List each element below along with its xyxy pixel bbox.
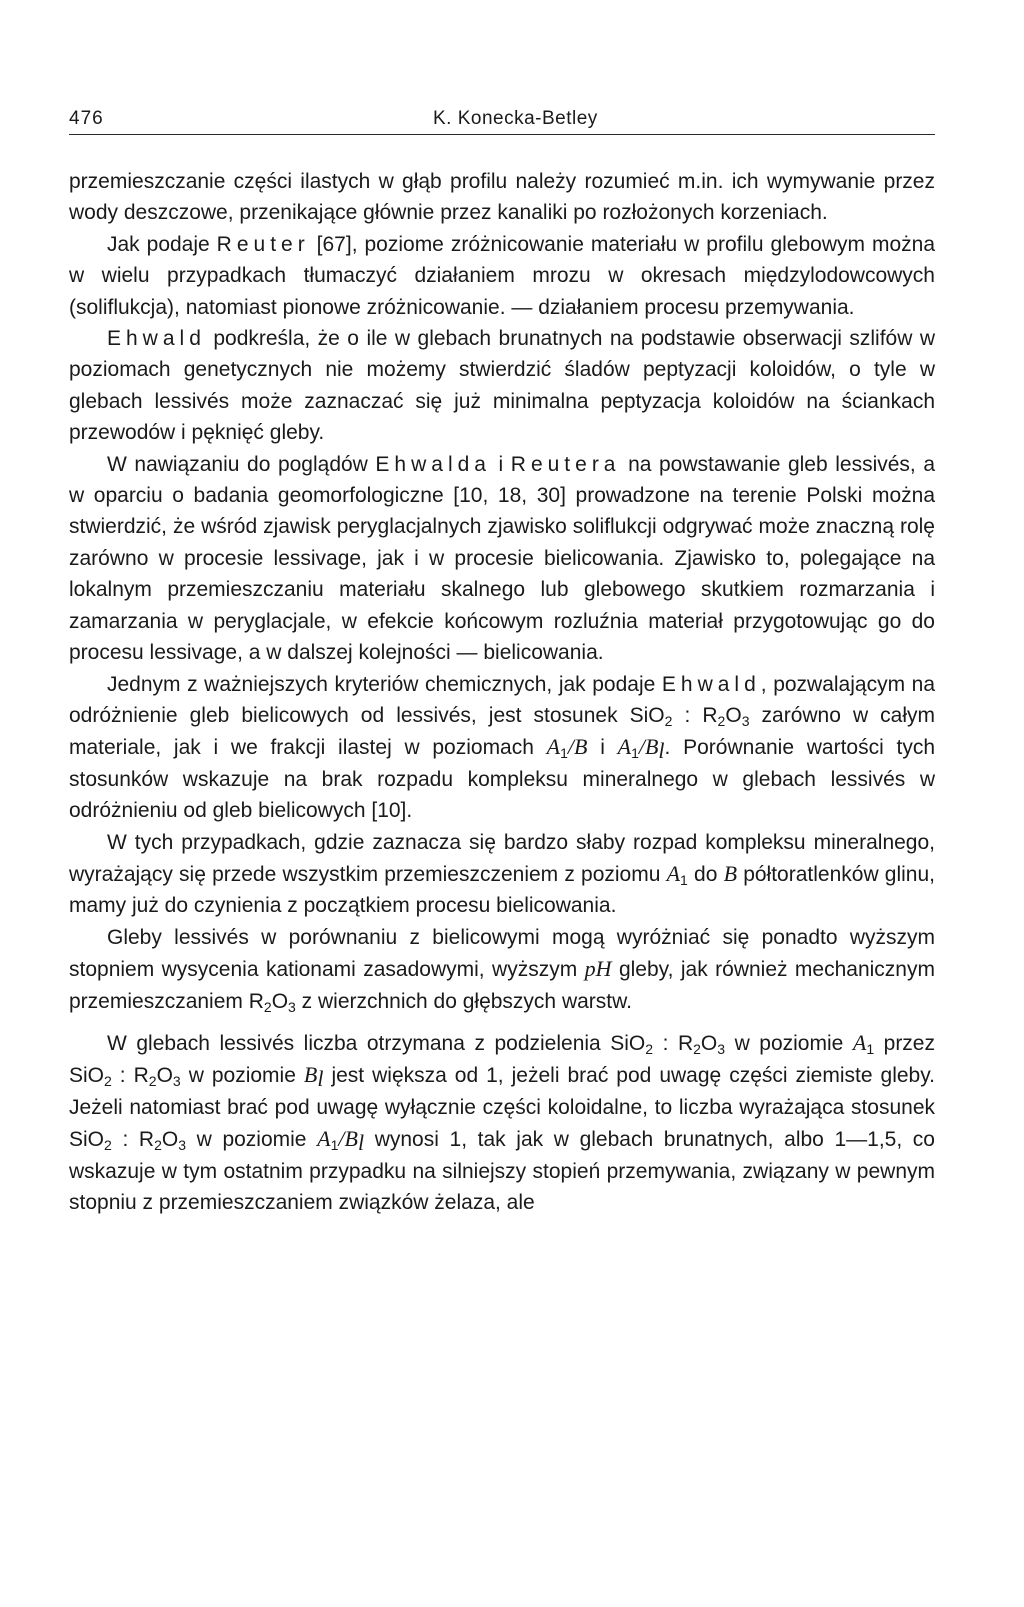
text-run: 2 xyxy=(664,712,673,729)
text-run: O xyxy=(700,1031,718,1055)
ph-symbol: pH xyxy=(584,956,612,982)
author-name-ehwald: Ehwald xyxy=(661,672,761,696)
text-run: zarówno w całym materiale, jak i we frakcji ilastej w poziomach xyxy=(69,703,936,760)
text-run: /B xyxy=(567,734,588,760)
paragraph-8 xyxy=(69,1027,935,1218)
text-run: w poziomie xyxy=(180,1064,304,1088)
paragraph-6 xyxy=(69,827,935,922)
text-run: podkreśla, że o ile w glebach brunatnych na podstawie obserwacji szlifów w poziomach genetycznych nie możemy stwierdzić śladów peptyzacji koloidów, o tyle w glebach lessivés może zaznaczać się już minimalna peptyzacja koloidów na ściankach przewodów i pęknięć gleby. xyxy=(69,327,935,445)
text-run: 2 xyxy=(104,1073,112,1090)
text-run: l xyxy=(357,1130,365,1156)
paragraph-7 xyxy=(69,922,935,1017)
text-run: W nawiązaniu do poglądów xyxy=(107,452,376,476)
paragraph-5 xyxy=(69,669,935,827)
horizon-symbol: A xyxy=(317,1126,331,1152)
horizon-symbol: A xyxy=(666,860,681,886)
text-run: 2 xyxy=(104,1137,112,1154)
horizon-symbol: A xyxy=(546,734,561,760)
paragraph-2 xyxy=(69,229,935,323)
page-number: 476 xyxy=(69,108,104,129)
text-run: Jednym z ważniejszych kryteriów chemicznych, jak podaje xyxy=(107,672,662,696)
author-name-reuter: Reuter xyxy=(216,232,310,256)
text-run: i xyxy=(490,452,511,476)
text-run: 3 xyxy=(172,1073,181,1090)
horizon-symbol: B xyxy=(723,860,738,886)
running-head: K. Konecka-Betley xyxy=(433,108,598,129)
text-run: W glebach lessivés liczba otrzymana z podzielenia SiO xyxy=(107,1031,646,1055)
text-run: : R xyxy=(111,1128,155,1152)
text-run: 2 xyxy=(148,1073,157,1090)
text-run: 2 xyxy=(717,712,726,729)
text-run: z wierzchnich do głębszych warstw. xyxy=(295,989,632,1013)
text-run: 2 xyxy=(645,1040,654,1057)
body-text xyxy=(69,166,935,1218)
page-header xyxy=(69,104,935,135)
text-run: 3 xyxy=(741,712,750,729)
horizon-symbol: A xyxy=(852,1029,867,1055)
text-run: w poziomie xyxy=(186,1128,318,1152)
text-run: półtoratlenków glinu, mamy już do czynienia z początkiem procesu bielicowania. xyxy=(69,862,935,918)
author-name-ehwald: Ehwald xyxy=(107,327,206,351)
horizon-symbol: A xyxy=(617,734,632,760)
text-run: : R xyxy=(672,703,718,727)
paragraph-4 xyxy=(69,449,935,669)
text-run: 2 xyxy=(693,1040,701,1057)
text-run: i xyxy=(587,736,618,760)
paragraph-1 xyxy=(69,166,935,229)
text-run: W tych przypadkach, gdzie zaznacza się bardzo słaby rozpad kompleksu mineralnego, wyrażający się przede wszystkim przemieszczeniem z poziomu xyxy=(69,830,935,886)
text-run: 3 xyxy=(178,1137,187,1154)
text-run: O xyxy=(156,1064,173,1088)
text-run: wynosi 1, tak jak w glebach brunatnych, albo 1—1,5, co wskazuje w tym ostatnim przypadku na silniejszy stopień przemywania, związany w pewnym stopniu z przemieszczaniem związków żelaza, ale xyxy=(69,1128,935,1214)
text-run: 1 xyxy=(631,745,639,762)
text-run: przemieszczanie części ilastych w głąb profilu należy rozumieć m.in. ich wymywanie przez wody deszczowe, przenikające głównie przez kanaliki po rozłożonych korzeniach. xyxy=(69,170,935,225)
text-run: /B xyxy=(638,734,659,760)
text-run: Jak podaje xyxy=(107,232,217,256)
text-run: 3 xyxy=(717,1040,726,1057)
text-run: : R xyxy=(653,1031,694,1055)
text-run: [67], poziome zróżnicowanie materiału w profilu glebowym można w wielu przypadkach tłumaczyć działaniem mrozu w okresach międzylodowcowych (soliflukcja), natomiast pionowe zróżnicowanie. — działaniem procesu przemywania. xyxy=(69,232,935,319)
author-name-ehwalda: Ehwalda xyxy=(375,452,491,476)
text-run: 3 xyxy=(288,998,296,1015)
text-run: gleby, jak również mechanicznym przemieszczaniem R xyxy=(69,958,935,1013)
text-run: . Porównanie wartości tych stosunków wskazuje na brak rozpadu kompleksu mineralnego w glebach lessivés w odróżnieniu od gleb bielicowych [10]. xyxy=(69,736,936,823)
text-run: Gleby lessivés w porównaniu z bielicowymi mogą wyróżniać się ponadto wyższym stopniem wysycenia kationami zasadowymi, wyższym xyxy=(69,925,935,982)
text-run: , pozwalającym na odróżnienie gleb bielicowych od lessivés, jest stosunek SiO xyxy=(69,672,936,727)
text-run: O xyxy=(271,989,289,1013)
text-run: l xyxy=(317,1066,324,1092)
text-run: : R xyxy=(111,1064,149,1088)
horizon-symbol: B xyxy=(303,1062,318,1088)
author-name-reutera: Reutera xyxy=(510,452,621,476)
text-run: 1 xyxy=(560,745,568,762)
text-run: przez SiO xyxy=(69,1031,935,1088)
text-run: do xyxy=(687,862,724,886)
text-run: O xyxy=(725,703,742,727)
text-run: l xyxy=(658,738,665,764)
text-run: O xyxy=(161,1128,179,1152)
text-run: 1 xyxy=(866,1040,875,1057)
paragraph-3 xyxy=(69,323,935,449)
text-run: jest większa od 1, jeżeli brać pod uwagę części ziemiste gleby. Jeżeli natomiast brać pod uwagę wyłącznie części koloidalne, to liczba wyrażająca stosunek SiO xyxy=(69,1064,935,1152)
text-run: w poziomie xyxy=(725,1031,853,1055)
text-run: 1 xyxy=(330,1137,339,1154)
text-run: /B xyxy=(338,1126,358,1152)
text-run: 1 xyxy=(680,871,688,888)
text-run: na powstawanie gleb lessivés, a w oparciu o badania geomorfologiczne [10, 18, 30] prowadzone na terenie Polski można stwierdzić, że wśród zjawisk peryglacjalnych zjawisko soliflukcji odgrywać może znaczną rolę zarówno w procesie lessivage, jak i w procesie bielicowania. Zjawisko to, polegające na lokalnym przemieszczaniu materiału skalnego lub glebowego skutkiem rozmarzania i zamarzania w peryglacjale, w efekcie końcowym rozluźnia materiał przygotowując go do procesu lessivage, a w dalszej kolejności — bielicowania. xyxy=(69,452,935,665)
text-run: 2 xyxy=(263,998,272,1015)
text-run: 2 xyxy=(154,1137,162,1154)
